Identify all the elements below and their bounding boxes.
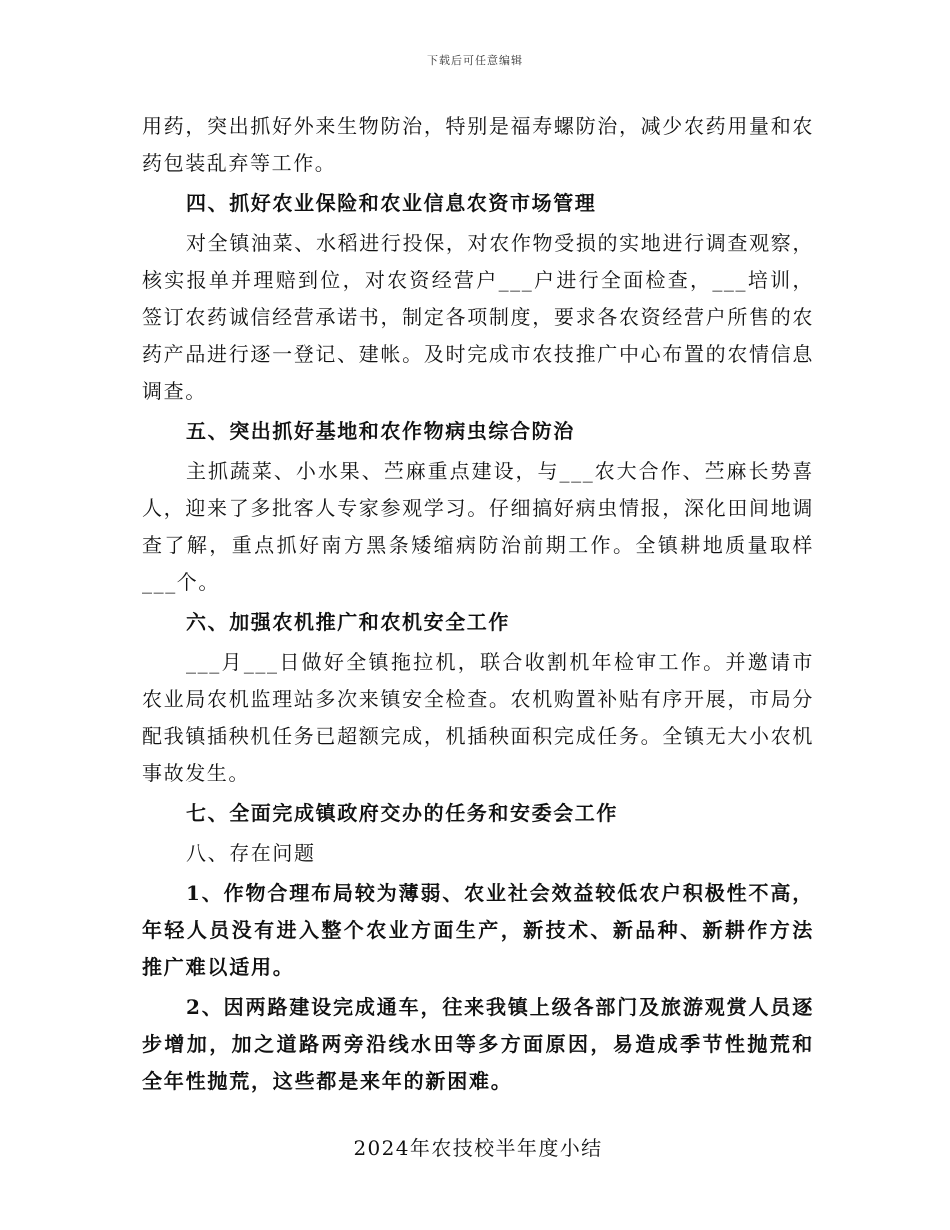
paragraph-machinery: ___月___日做好全镇拖拉机，联合收割机年检审工作。并邀请市农业局农机监理站多次来镇安全检查。农机购置补贴有序开展，市局分配我镇插秧机任务已超额完成，机插秧面积完成任务。全镇无大小农机事故发生。 [142, 650, 814, 785]
section-heading-7: 七、全面完成镇政府交办的任务和安委会工作 [186, 801, 618, 825]
problem-item-1: 1、作物合理布局较为薄弱、农业社会效益较低农户积极性不高，年轻人员没有进入整个农业方面生产，新技术、新品种、新耕作方法推广难以适用。 [142, 881, 814, 979]
section-heading-6: 六、加强农机推广和农机安全工作 [186, 610, 510, 634]
page-header: 下载后可任意编辑 [427, 54, 523, 67]
paragraph-continued: 用药，突出抓好外来生物防治，特别是福寿螺防治，减少农药用量和农药包装乱弃等工作。 [142, 114, 814, 175]
paragraph-insurance: 对全镇油菜、水稻进行投保，对农作物受损的实地进行调查观察，核实报单并理赔到位，对农资经营户___户进行全面检查，___培训，签订农药诚信经营承诺书，制定各项制度，要求各农资经营户所售的农药产品进行逐一登记、建帐。及时完成市农技推广中心布置的农情信息调查。 [142, 231, 814, 403]
section-heading-5: 五、突出抓好基地和农作物病虫综合防治 [186, 419, 575, 443]
closing-title: 2024年农技校半年度小结 [353, 1136, 603, 1160]
problem-item-2: 2、因两路建设完成通车，往来我镇上级各部门及旅游观赏人员逐步增加，加之道路两旁沿线水田等多方面原因，易造成季节性抛荒和全年性抛荒，这些都是来年的新困难。 [142, 995, 814, 1093]
section-heading-4: 四、抓好农业保险和农业信息农资市场管理 [186, 191, 597, 215]
paragraph-pest-control: 主抓蔬菜、小水果、苎麻重点建设，与___农大合作、苎麻长势喜人，迎来了多批客人专家参观学习。仔细搞好病虫情报，深化田间地调查了解，重点抓好南方黑条矮缩病防治前期工作。全镇耕地质量取样___个。 [142, 459, 814, 594]
section-heading-8: 八、存在问题 [186, 841, 316, 865]
document-body [142, 108, 814, 1167]
